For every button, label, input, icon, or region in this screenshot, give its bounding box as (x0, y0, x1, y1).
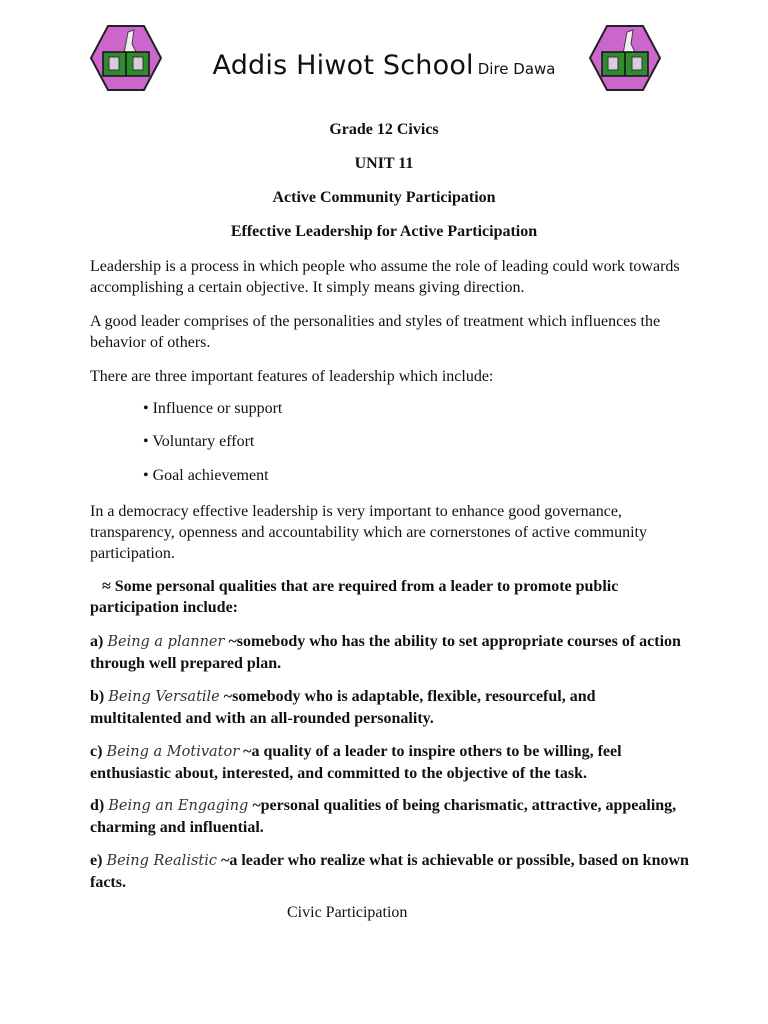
topic-heading: Active Community Participation (272, 189, 496, 206)
quality-term: Being an Engaging (108, 798, 249, 814)
leadership-definition-paragraph: Leadership is a process in which people who assume the role of leading could work towards accomplishing a certain objective. It simply means giving direction. (90, 258, 680, 296)
quality-description: ~somebody who has the ability to set appropriate courses of action through well prepared plan. (90, 633, 681, 672)
quality-item (90, 686, 690, 729)
quality-item (90, 741, 690, 784)
quality-item (90, 795, 690, 838)
quality-item (90, 850, 690, 893)
document-header (0, 50, 768, 81)
quality-description: ~a quality of a leader to inspire others to be willing, feel enthusiastic about, interested, and committed to the objective of the task. (90, 743, 622, 782)
quality-term: Being a Motivator (106, 744, 240, 760)
quality-letter: c) (90, 743, 103, 760)
quality-letter: d) (90, 797, 105, 814)
quality-item (90, 631, 690, 674)
subtopic-heading: Effective Leadership for Active Participation (230, 223, 538, 240)
feature-item: • Influence or support (143, 400, 283, 417)
quality-term: Being Realistic (106, 853, 217, 869)
feature-item: • Voluntary effort (143, 433, 255, 450)
quality-description: ~a leader who realize what is achievable or possible, based on known facts. (90, 852, 689, 891)
quality-letter: e) (90, 852, 103, 869)
school-city: Dire Dawa (477, 60, 556, 78)
quality-description: ~personal qualities of being charismatic, attractive, appealing, charming and influential. (90, 797, 677, 836)
quality-description: ~somebody who is adaptable, flexible, resourceful, and multitalented and with an all-rounded personality. (90, 688, 596, 727)
grade-heading: Grade 12 Civics (329, 121, 439, 138)
good-leader-paragraph: A good leader comprises of the personalities and styles of treatment which influences the behavior of others. (90, 313, 661, 351)
quality-term: Being Versatile (108, 689, 220, 705)
quality-term: Being a planner (107, 634, 225, 650)
unit-heading: UNIT 11 (354, 155, 414, 172)
feature-item: • Goal achievement (143, 467, 269, 484)
qualities-intro-paragraph: ≈ Some personal qualities that are required from a leader to promote public participation include: (90, 578, 619, 616)
quality-letter: a) (90, 633, 104, 650)
quality-letter: b) (90, 688, 105, 705)
features-intro-paragraph: There are three important features of leadership which include: (90, 368, 494, 385)
school-name: Addis Hiwot School (212, 50, 474, 81)
democracy-paragraph: In a democracy effective leadership is very important to enhance good governance, transparency, openness and accountability which are cornerstones of active community participation. (90, 503, 647, 562)
footer-caption: Civic Participation (287, 904, 408, 921)
